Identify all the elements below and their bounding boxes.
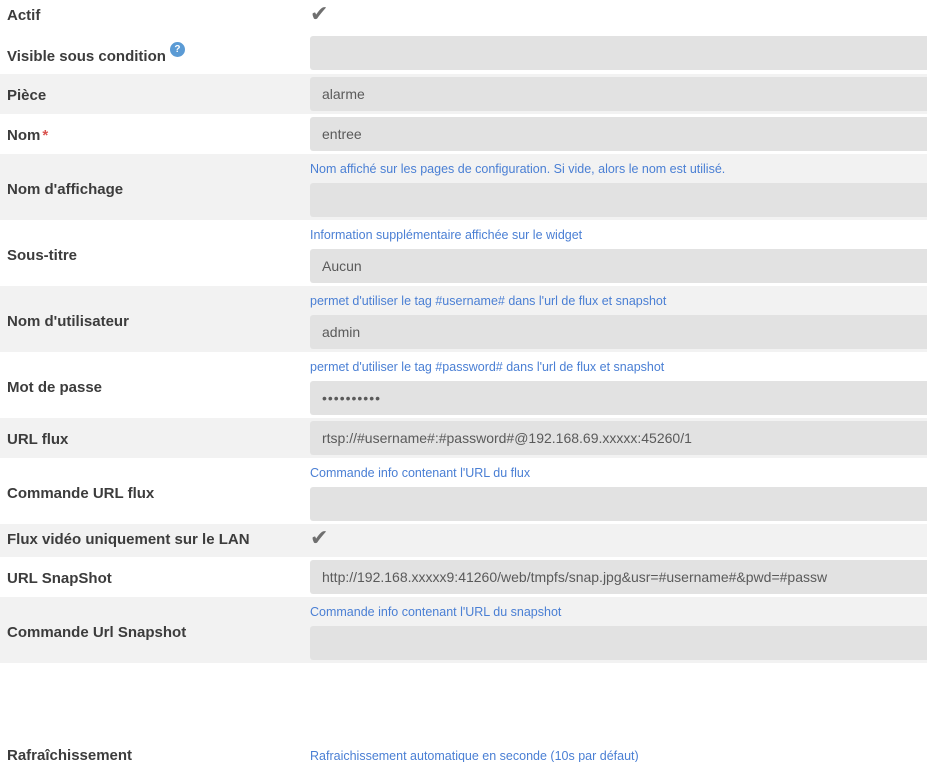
form-row-nom bbox=[0, 114, 927, 154]
field-help-rafraichissement: Rafraichissement automatique en seconde (10s par défaut) bbox=[310, 749, 639, 762]
field-control-mot-de-passe bbox=[305, 352, 927, 418]
form-row-actif bbox=[0, 0, 927, 33]
form-row-url-flux bbox=[0, 418, 927, 458]
input-nom-affichage[interactable] bbox=[310, 183, 927, 217]
field-control-url-flux bbox=[305, 418, 927, 458]
form-row-nom-affichage bbox=[0, 154, 927, 220]
field-label-text: Mot de passe bbox=[7, 379, 103, 396]
field-label-text: Flux vidéo uniquement sur le LAN bbox=[7, 531, 250, 548]
field-label-nom-affichage bbox=[0, 154, 305, 207]
field-label-nom-utilisateur bbox=[0, 286, 305, 339]
required-marker: * bbox=[42, 127, 49, 144]
field-label-nom bbox=[0, 114, 305, 153]
field-label-text: Actif bbox=[7, 7, 41, 24]
select-piece[interactable]: alarme bbox=[310, 77, 927, 111]
form-row-mot-de-passe bbox=[0, 352, 927, 418]
field-help-sous-titre: Information supplémentaire affichée sur le widget bbox=[310, 228, 583, 242]
field-help-mot-de-passe: permet d'utiliser le tag #password# dans l'url de flux et snapshot bbox=[310, 360, 665, 374]
field-control-nom bbox=[305, 114, 927, 154]
field-label-visible-condition bbox=[0, 33, 305, 74]
form-row-visible-condition bbox=[0, 33, 927, 74]
field-control-nom-utilisateur bbox=[305, 286, 927, 352]
field-label-text: URL flux bbox=[7, 431, 69, 448]
field-label-text: Visible sous condition bbox=[7, 48, 166, 65]
field-label-text: URL SnapShot bbox=[7, 570, 112, 587]
help-icon[interactable]: ? bbox=[170, 42, 185, 57]
field-label-commande-url-snapshot bbox=[0, 597, 305, 650]
checkbox-flux-lan[interactable]: ✔ bbox=[310, 525, 329, 550]
input-commande-url-snapshot[interactable] bbox=[310, 626, 927, 660]
input-commande-url-flux[interactable] bbox=[310, 487, 927, 521]
field-label-mot-de-passe bbox=[0, 352, 305, 405]
form-row-piece bbox=[0, 74, 927, 114]
input-sous-titre[interactable]: Aucun bbox=[310, 249, 927, 283]
field-control-sous-titre bbox=[305, 220, 927, 286]
field-control-commande-url-flux bbox=[305, 458, 927, 524]
input-url-flux[interactable]: rtsp://#username#:#password#@192.168.69.xxxxx:45260/1 bbox=[310, 421, 927, 455]
form-row-url-snapshot bbox=[0, 557, 927, 597]
field-label-sous-titre bbox=[0, 220, 305, 273]
field-label-text: Nom d'affichage bbox=[7, 181, 124, 198]
field-label-text: Nom bbox=[7, 127, 41, 144]
input-nom[interactable]: entree bbox=[310, 117, 927, 151]
field-control-commande-url-snapshot bbox=[305, 597, 927, 663]
input-nom-utilisateur[interactable]: admin bbox=[310, 315, 927, 349]
form-row-sous-titre bbox=[0, 220, 927, 286]
field-label-piece bbox=[0, 74, 305, 113]
field-control-piece bbox=[305, 74, 927, 114]
field-control-flux-lan bbox=[305, 524, 927, 550]
field-label-actif bbox=[0, 0, 305, 33]
field-label-commande-url-flux bbox=[0, 458, 305, 511]
field-control-actif bbox=[305, 0, 927, 26]
form-row-flux-lan bbox=[0, 524, 927, 557]
form-row-commande-url-flux bbox=[0, 458, 927, 524]
field-label-url-snapshot bbox=[0, 557, 305, 596]
field-label-text: Commande Url Snapshot bbox=[7, 624, 187, 641]
field-label-rafraichissement: Rafraîchissement bbox=[7, 748, 133, 762]
checkbox-actif[interactable]: ✔ bbox=[310, 1, 329, 26]
form-row-nom-utilisateur bbox=[0, 286, 927, 352]
field-label-url-flux bbox=[0, 418, 305, 457]
field-label-flux-lan bbox=[0, 524, 305, 557]
field-help-nom-affichage: Nom affiché sur les pages de configuration. Si vide, alors le nom est utilisé. bbox=[310, 162, 726, 176]
input-visible-condition[interactable] bbox=[310, 36, 927, 70]
field-control-url-snapshot bbox=[305, 557, 927, 597]
input-mot-de-passe[interactable]: •••••••••• bbox=[310, 381, 927, 415]
field-control-nom-affichage bbox=[305, 154, 927, 220]
input-url-snapshot[interactable]: http://192.168.xxxxx9:41260/web/tmpfs/snap.jpg&usr=#username#&pwd=#passw bbox=[310, 560, 927, 594]
field-label-text: Sous-titre bbox=[7, 247, 78, 264]
form-row-commande-url-snapshot bbox=[0, 597, 927, 663]
field-help-nom-utilisateur: permet d'utiliser le tag #username# dans l'url de flux et snapshot bbox=[310, 294, 667, 308]
field-help-commande-url-snapshot: Commande info contenant l'URL du snapshot bbox=[310, 605, 562, 619]
field-label-text: Pièce bbox=[7, 87, 47, 104]
form-row-rafraichissement-clipped bbox=[0, 748, 927, 762]
field-label-text: Commande URL flux bbox=[7, 485, 155, 502]
field-control-visible-condition bbox=[305, 33, 927, 73]
field-help-commande-url-flux: Commande info contenant l'URL du flux bbox=[310, 466, 531, 480]
field-label-text: Nom d'utilisateur bbox=[7, 313, 129, 330]
